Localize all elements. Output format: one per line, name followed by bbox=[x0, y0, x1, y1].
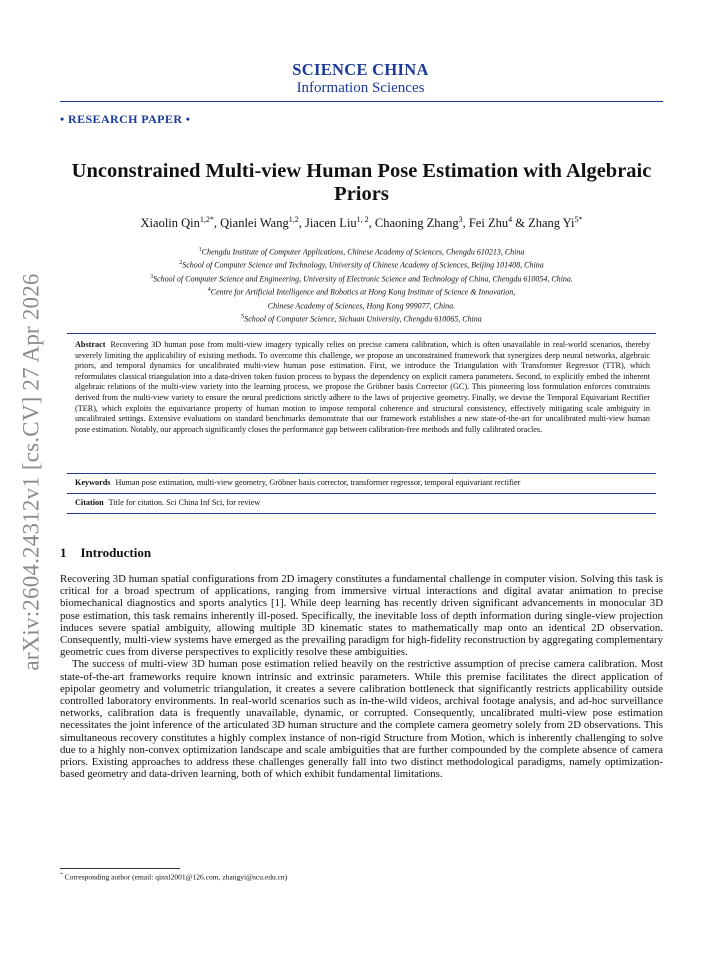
author-separator: , bbox=[298, 216, 305, 231]
keywords-label: Keywords bbox=[75, 478, 111, 487]
citation-label: Citation bbox=[75, 498, 104, 507]
author-affiliation-mark: 1,2* bbox=[199, 215, 214, 224]
affiliation-mark: 2 bbox=[179, 260, 183, 267]
journal-name: SCIENCE CHINA bbox=[292, 60, 429, 79]
author-name: Qianlei Wang bbox=[220, 216, 289, 231]
journal-subtitle: Information Sciences bbox=[296, 80, 425, 96]
author-affiliation-mark: 1,2 bbox=[288, 215, 299, 224]
affiliation-mark: 1 bbox=[198, 247, 202, 253]
affiliation-text: School of Computer Science and Technology, University of Chinese Academy of Sciences, Beijing 101408, China bbox=[182, 261, 544, 271]
citation-text: Title for citation. Sci China Inf Sci, for review bbox=[108, 498, 261, 507]
citation-block bbox=[75, 498, 650, 507]
keywords-rule bbox=[67, 473, 656, 474]
affiliation-text: Chinese Academy of Sciences, Hong Kong 999077, China. bbox=[267, 301, 456, 311]
author-name: Xiaolin Qin bbox=[140, 216, 200, 231]
body-paragraph: The success of multi-view 3D human pose estimation relied heavily on the restrictive assumption of precise camera calibration. Most state-of-the-art frameworks require known intrinsic and extrinsic parameters. While this premise facilitates the direct application of epipolar geometry and volumetric triangulation, it creates a severe calibration bottleneck that significantly restricts applicability outside controlled laboratory environments. In real-world scenarios such as in-the-wild videos, archival footage analysis, and ad-hoc surveillance networks, calibration data is frequently unavailable, dynamic, or corrupted. Consequently, uncalibrated multi-view pose estimation necessitates the joint inference of the articulated 3D human structure and the complete camera geometry solely from 2D observations. This simultaneous recovery constitutes a highly complex instance of non-rigid Structure from Motion, which is inherently challenging to solve due to a highly non-convex optimization landscape and scale ambiguities that are further compounded by the complete absence of camera priors. Existing approaches to address these challenges generally fall into two distinct methodological paradigms, namely optimization-based geometry and data-driven learning, both of which exhibit fundamental limitations. bbox=[60, 658, 663, 781]
affiliation-line bbox=[60, 258, 663, 271]
affiliation-line bbox=[60, 299, 663, 312]
keywords-text: Human pose estimation, multi-view geometry, Gröbner basis corrector, transformer regressor, temporal equivariant rectifier bbox=[115, 478, 521, 487]
author-separator: , bbox=[213, 216, 221, 231]
abstract-top-rule bbox=[67, 333, 656, 334]
affiliation-text: Chengdu Institute of Computer Applications, Chinese Academy of Sciences, Chengdu 610213, China bbox=[201, 247, 525, 257]
affiliation-list bbox=[60, 245, 663, 326]
author-name: Jiacen Liu bbox=[304, 216, 357, 231]
author-name: Chaoning Zhang bbox=[374, 216, 459, 231]
journal-header bbox=[0, 60, 721, 97]
affiliation-mark: 5 bbox=[241, 314, 245, 321]
affiliation-line bbox=[60, 245, 663, 258]
paper-title: Unconstrained Multi-view Human Pose Estimation with Algebraic Priors bbox=[71, 160, 652, 205]
section-number: 1 bbox=[60, 545, 67, 560]
affiliation-text: School of Computer Science and Engineering, University of Electronic Science and Technology of China, Chengdu 610054, China. bbox=[153, 274, 573, 284]
arxiv-identifier-text: arXiv:2604.24312v1 [cs.CV] 27 Apr 2026 bbox=[19, 273, 45, 671]
keywords-block bbox=[75, 478, 650, 487]
header-rule bbox=[60, 101, 663, 102]
author-affiliation-mark: 5* bbox=[574, 215, 583, 224]
author-affiliation-mark: 4 bbox=[508, 215, 513, 224]
author-separator: & bbox=[512, 216, 529, 231]
footnote bbox=[60, 872, 287, 882]
author-separator: , bbox=[368, 216, 375, 231]
author-separator: , bbox=[462, 216, 469, 231]
footnote-mark: * bbox=[60, 872, 63, 878]
affiliation-line bbox=[60, 272, 663, 285]
author-name: Fei Zhu bbox=[468, 216, 509, 231]
affiliation-line bbox=[60, 285, 663, 298]
footnote-rule bbox=[60, 868, 180, 869]
author-affiliation-mark: 3 bbox=[458, 215, 463, 224]
affiliation-mark: 3 bbox=[150, 273, 154, 280]
abstract-text: Recovering 3D human pose from multi-view imagery typically relies on precise camera calibration, which is often unavailable in real-world scenarios, thereby severely limiting the applicability of existing methods. To overcome this challenge, we propose an unconstrained framework that synergizes deep neural networks, algebraic priors, and temporal dynamics for uncalibrated multi-view human pose estimation. First, we introduce the Triangulation with Transformer Regressor (TTR), which reformulates classical triangulation into a data-driven token fusion process to bypass the dependency on explicit camera parameters. Second, to explicitly embed the inherent algebraic relations of the multi-view variety into the learning process, we propose the Gröbner basis Corrector (GC). This pioneering loss formulation enforces constraints derived from the multi-view variety to ensure the neural predictions strictly adhere to the laws of projective geometry. Finally, we devise the Temporal Equivariant Rectifier (TER), which exploits the equivariance property of human motion to impose temporal coherence and structural consistency, effectively mitigating scale ambiguity in uncalibrated settings. Extensive evaluations on standard benchmarks demonstrate that our framework establishes a new state-of-the-art for uncalibrated multi-view human pose estimation. Notably, our approach significantly closes the performance gap between calibration-free methods and fully calibrated oracles. bbox=[75, 340, 650, 434]
section-title: Introduction bbox=[80, 545, 152, 560]
author-affiliation-mark: 1, 2 bbox=[356, 215, 369, 224]
article-type-label: • RESEARCH PAPER • bbox=[60, 112, 191, 126]
author-list bbox=[60, 215, 663, 231]
affiliation-line bbox=[60, 312, 663, 325]
affiliation-text: School of Computer Science, Sichuan University, Chengdu 610065, China bbox=[244, 314, 482, 324]
affiliation-mark: 4 bbox=[207, 287, 211, 294]
citation-bottom-rule bbox=[67, 513, 656, 514]
abstract-label: Abstract bbox=[75, 340, 106, 349]
body-text bbox=[60, 573, 663, 780]
author-name: Zhang Yi bbox=[528, 216, 575, 231]
affiliation-text: Centre for Artificial Intelligence and Robotics at Hong Kong Institute of Science & Innovation, bbox=[210, 288, 516, 298]
body-paragraph: Recovering 3D human spatial configurations from 2D imagery constitutes a fundamental challenge in computer vision. Solving this task is critical for a broad spectrum of applications, ranging from immersive virtual interactions and digital avatar animation to precise biomechanical diagnostics and sports analytics [1]. While deep learning has recently driven significant advancements in monocular 3D pose estimation, this task remains inherently ill-posed. Specifically, the inevitable loss of depth information during single-view projection induces severe spatial ambiguity, allowing multiple 3D kinematic states to mathematically map onto an identical 2D observation. Consequently, multi-view systems have emerged as the prevailing paradigm for high-fidelity reconstruction by aggregating complementary geometric cues from diverse perspectives to explicitly resolve these ambiguities. bbox=[60, 573, 663, 659]
abstract-block bbox=[75, 340, 650, 435]
arxiv-identifier-stamp bbox=[12, 262, 52, 682]
footnote-text: Corresponding author (email: qinxl2001@126.com, zhangyi@scu.edu.cn) bbox=[64, 872, 288, 882]
citation-rule bbox=[67, 493, 656, 494]
section-heading bbox=[60, 545, 151, 561]
